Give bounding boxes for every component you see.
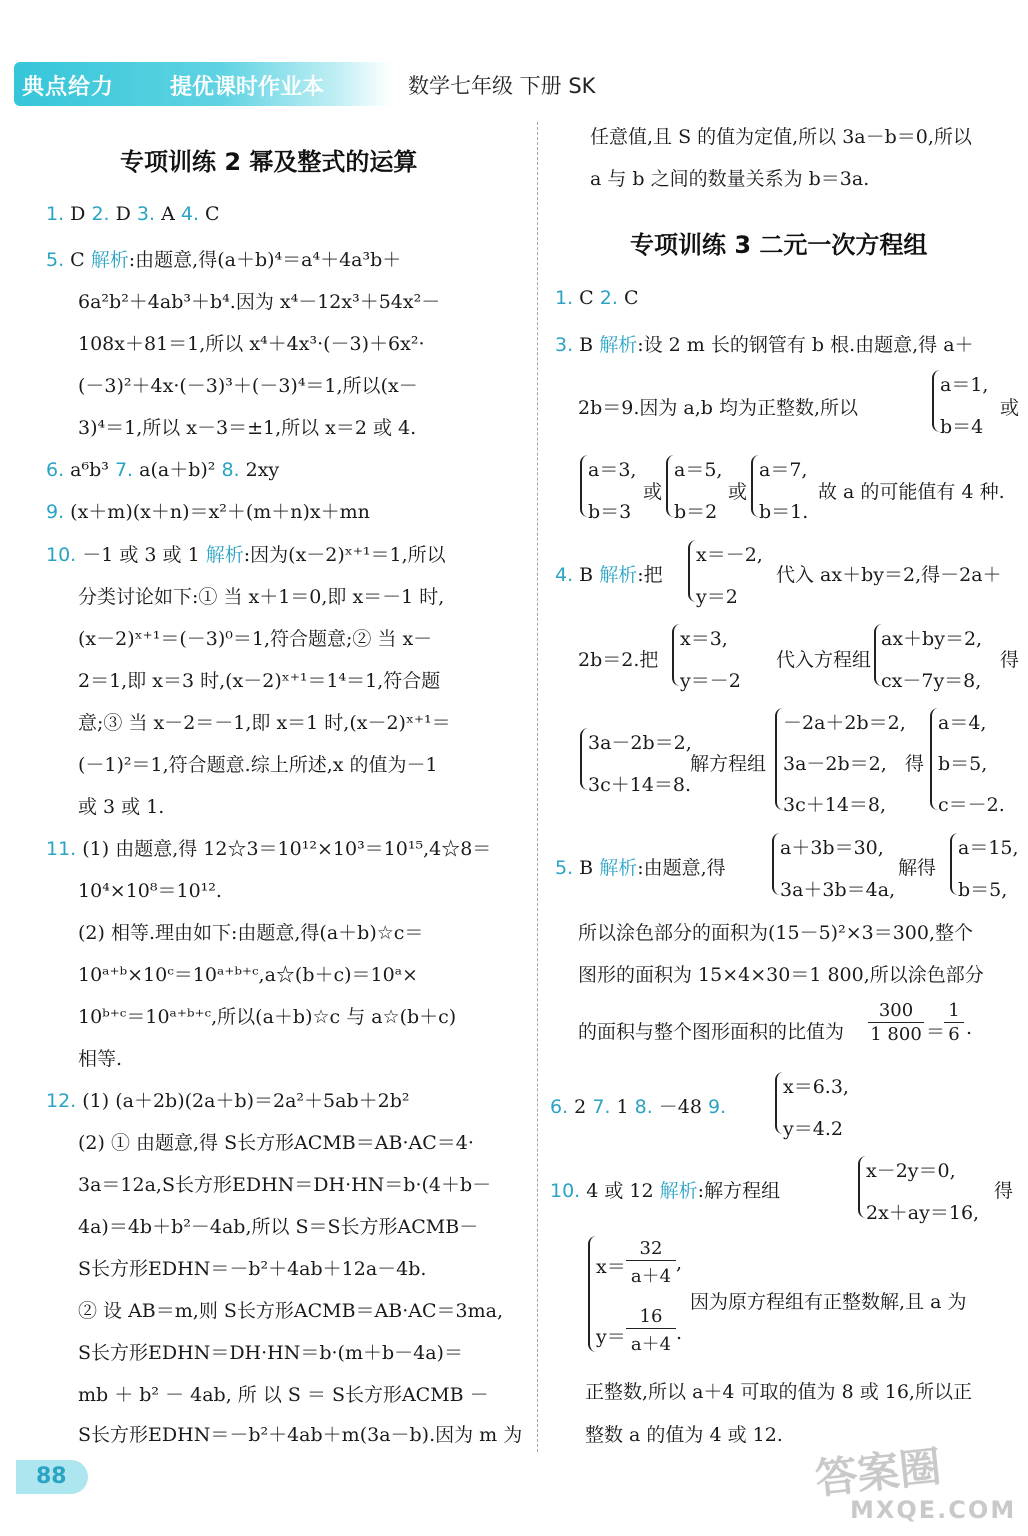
system-brace (932, 370, 940, 432)
answer-text: 或 3 或 1. (78, 796, 165, 818)
answer-text: D (64, 203, 92, 225)
answer-line (78, 960, 418, 987)
answer-line (78, 1002, 456, 1029)
system-brace (688, 540, 696, 602)
system-line: 3c＋14＝8, (783, 794, 887, 816)
answer-line: 正整数,所以 a＋4 可取的值为 8 或 16,所以正 (585, 1381, 972, 1403)
system-line: c＝－2. (938, 794, 1005, 816)
answer-text: 得 (994, 1180, 1014, 1202)
question-number: 9. (46, 501, 65, 523)
question-number: 7. (114, 459, 134, 481)
system-line: a＝5, (674, 459, 723, 481)
answer-text: D (109, 203, 137, 225)
answer-text: A (155, 203, 181, 225)
system-line: a＝15, (958, 837, 1019, 859)
answer-line: a 与 b 之间的数量关系为 b＝3a. (590, 168, 870, 190)
system-line: y＝ (596, 1326, 626, 1348)
answer-text: 3)⁴＝1,所以 x－3＝±1,所以 x＝2 或 4. (78, 417, 417, 439)
subject-label: 数学七年级 下册 SK (408, 74, 596, 98)
answer-text: －1 或 3 或 1 (76, 544, 206, 566)
answer-text: a(a＋b)² (133, 459, 222, 481)
answer-line (78, 1380, 489, 1407)
fraction: 32 a＋4 (626, 1238, 676, 1288)
answer-text: :因为(x－2)ˣ⁺¹＝1,所以 (243, 544, 446, 566)
system-brace (930, 708, 938, 810)
system-line: cx－7y＝8, (881, 670, 982, 692)
system-line: a＝3, (588, 459, 637, 481)
system-brace (666, 455, 674, 517)
answer-line: 整数 a 的值为 4 或 12. (585, 1424, 783, 1446)
system-brace (580, 728, 588, 790)
or-word: 或 (643, 481, 663, 503)
answer-line (46, 1086, 410, 1113)
answer-line: 3. B 解析:设 2 m 长的钢管有 b 根.由题意,得 a＋ (555, 334, 974, 356)
answer-text: (2) ① 由题意,得 S长方形ACMB＝AB·AC＝4· (78, 1132, 474, 1154)
watermark-url: MXQE.COM (850, 1496, 1017, 1524)
question-number: 3. (136, 203, 156, 225)
answer-line (46, 540, 446, 567)
answer-line (78, 1170, 491, 1197)
answer-line (78, 287, 440, 314)
answer-text: C (64, 249, 91, 271)
watermark-logo: 答案圈 (813, 1441, 944, 1504)
analysis-label: 解析 (90, 249, 129, 271)
system-line: 3a＋3b＝4a, (780, 879, 896, 901)
answer-line (46, 455, 279, 482)
system-line: b＝4 (940, 416, 984, 438)
system-line: x－2y＝0, (866, 1160, 956, 1182)
answer-line (78, 1338, 463, 1365)
system-line: y＝2 (696, 586, 738, 608)
answer-line (46, 497, 370, 524)
page-number: 88 (36, 1464, 67, 1489)
question-number: 2. (91, 203, 110, 225)
answer-text: 得 (1000, 649, 1020, 671)
answer-text: 相等. (78, 1048, 123, 1070)
answer-line: 5. B 解析:由题意,得 (555, 857, 726, 879)
question-number: 6. (46, 459, 65, 481)
section-title-2: 专项训练 2 幂及整式的运算 (120, 148, 418, 176)
answer-text: ② 设 AB＝m,则 S长方形ACMB＝AB·AC＝3ma, (78, 1300, 504, 1322)
or-word: 或 (728, 481, 748, 503)
comma: , (676, 1252, 683, 1274)
system-line: x＝－2, (696, 544, 763, 566)
system-line: ax＋by＝2, (881, 628, 983, 650)
system-line: 3c＋14＝8. (588, 774, 692, 796)
answer-line (78, 918, 423, 945)
answer-text: 2b＝2.把 (578, 649, 659, 671)
system-line: b＝5, (958, 879, 1008, 901)
section-title-3: 专项训练 3 二元一次方程组 (630, 231, 928, 259)
answer-text: 10⁴×10⁸＝10¹². (78, 880, 222, 902)
system-line: a＋3b＝30, (780, 837, 884, 859)
question-number: 1. (46, 203, 65, 225)
system-line: 3a－2b＝2, (588, 732, 692, 754)
answer-text: 108x＋81＝1,所以 x⁴＋4x³·(－3)＋6x²· (78, 333, 425, 355)
period: . (966, 1017, 973, 1039)
analysis-label: 解析 (205, 544, 244, 566)
answer-line (78, 708, 451, 735)
question-number: 8. (221, 459, 240, 481)
column-divider (537, 122, 538, 1452)
answer-line: 的面积与整个图形面积的比值为 (578, 1021, 845, 1043)
answer-text: 10ᵃ⁺ᵇ×10ᶜ＝10ᵃ⁺ᵇ⁺ᶜ,a☆(b＋c)＝10ᵃ× (78, 964, 418, 986)
answer-text: (1) 由题意,得 12☆3＝10¹²×10³＝10¹⁵,4☆8＝ (76, 838, 492, 860)
system-line: y＝4.2 (783, 1118, 843, 1140)
answer-text: S长方形EDHN＝－b²＋4ab＋12a－4b. (78, 1258, 427, 1280)
answer-line (78, 1296, 503, 1323)
answer-line (46, 203, 220, 225)
answer-line (46, 834, 491, 861)
answer-text: 解得 (898, 857, 937, 879)
answer-text: mb ＋ b² － 4ab, 所 以 S ＝ S长方形ACMB － (78, 1384, 489, 1406)
answer-text: 代入 ax＋by＝2,得－2a＋ (776, 564, 1002, 586)
answer-text: 代入方程组 (776, 649, 872, 671)
answer-text: 6a²b²＋4ab³＋b⁴.因为 x⁴－12x³＋54x²－ (78, 291, 441, 313)
system-line: a＝7, (759, 459, 808, 481)
answer-text: (－3)²＋4x·(－3)³＋(－3)⁴＝1,所以(x－ (78, 375, 418, 397)
series-title: 提优课时作业本 (170, 75, 325, 100)
question-number: 4. (180, 203, 199, 225)
period: . (676, 1322, 683, 1344)
answer-line (78, 1212, 478, 1239)
answer-line (78, 1254, 426, 1281)
answer-line (78, 329, 425, 356)
answer-line: 10. 4 或 12 解析:解方程组 (550, 1180, 781, 1202)
answer-line: 1. C 2. C (555, 287, 639, 309)
system-line: b＝2 (674, 501, 718, 523)
system-brace (588, 1236, 596, 1352)
system-line: x＝6.3, (783, 1076, 849, 1098)
question-number: 5. (46, 249, 65, 271)
question-number: 10. (46, 544, 77, 566)
system-line: b＝5, (938, 753, 988, 775)
answer-text: 10ᵇ⁺ᶜ＝10ᵃ⁺ᵇ⁺ᶜ,所以(a＋b)☆c 与 a☆(b＋c) (78, 1006, 457, 1028)
answer-text: 2xy (239, 459, 280, 481)
question-number: 11. (46, 838, 77, 860)
system-line: x＝ (596, 1256, 626, 1278)
system-brace (751, 455, 759, 517)
answer-line: 任意值,且 S 的值为定值,所以 3a－b＝0,所以 (590, 126, 972, 148)
answer-line (78, 666, 440, 693)
system-line: －2a＋2b＝2, (783, 712, 906, 734)
answer-line: 4. B 解析:把 (555, 564, 663, 586)
answer-line: 图形的面积为 15×4×30＝1 800,所以涂色部分 (578, 964, 984, 986)
system-line: a＝4, (938, 712, 987, 734)
answer-text: 4a)＝4b＋b²－4ab,所以 S＝S长方形ACMB－ (78, 1216, 479, 1238)
system-brace (672, 624, 680, 686)
system-line: 2x＋ay＝16, (866, 1202, 980, 1224)
answer-line: 2b＝9.因为 a,b 均为正整数,所以 (578, 397, 859, 419)
brand-title: 典点给力 (22, 75, 115, 100)
system-brace (775, 1072, 783, 1134)
answer-line: 6. 2 7. 1 8. －48 9. (550, 1096, 727, 1118)
question-number: 12. (46, 1090, 77, 1112)
answer-text: 因为原方程组有正整数解,且 a 为 (690, 1291, 967, 1313)
system-line: b＝3 (588, 501, 632, 523)
answer-text: C (199, 203, 220, 225)
system-brace (580, 455, 588, 517)
system-line: a＝1, (940, 374, 989, 396)
answer-text: (x＋m)(x＋n)＝x²＋(m＋n)x＋mn (64, 501, 370, 523)
answer-text: :由题意,得(a＋b)⁴＝a⁴＋4a³b＋ (128, 249, 402, 271)
system-line: 3a－2b＝2, (783, 753, 887, 775)
system-line: y＝－2 (680, 670, 741, 692)
answer-text: (x－2)ˣ⁺¹＝(－3)⁰＝1,符合题意;② 当 x－ (78, 628, 433, 650)
answer-line (78, 876, 222, 903)
answer-text: 分类讨论如下:① 当 x＋1＝0,即 x＝－1 时, (78, 586, 445, 608)
answer-text: a⁶b³ (64, 459, 115, 481)
answer-text: S长方形EDHN＝DH·HN＝b·(m＋b－4a)＝ (78, 1342, 463, 1364)
system-line: b＝1. (759, 501, 809, 523)
answer-text: 2＝1,即 x＝3 时,(x－2)ˣ⁺¹＝1⁴＝1,符合题 (78, 670, 441, 692)
answer-line (78, 1420, 522, 1447)
answer-line (78, 1044, 122, 1071)
system-brace (772, 833, 780, 895)
answer-line (78, 792, 164, 819)
answer-line (78, 371, 418, 398)
answer-line (78, 624, 432, 651)
answer-text: (－1)²＝1,符合题意.综上所述,x 的值为－1 (78, 754, 438, 776)
system-brace (950, 833, 958, 895)
answer-line: 所以涂色部分的面积为(15－5)²×3＝300,整个 (578, 922, 974, 944)
answer-line (78, 582, 444, 609)
answer-line (78, 750, 438, 777)
answer-text: 3a＝12a,S长方形EDHN＝DH·HN＝b·(4＋b－ (78, 1174, 492, 1196)
answer-line (46, 245, 401, 272)
fraction: 300 1 800 (868, 1000, 924, 1045)
or-word: 或 (1000, 397, 1020, 419)
answer-text: 得 (905, 753, 925, 775)
equals-sign: ＝ (926, 1021, 946, 1043)
fraction: 16 a＋4 (626, 1306, 676, 1356)
answer-text: (2) 相等.理由如下:由题意,得(a＋b)☆c＝ (78, 922, 424, 944)
system-brace (775, 708, 783, 810)
answer-text: 解方程组 (690, 753, 767, 775)
answer-text: (1) (a＋2b)(2a＋b)＝2a²＋5ab＋2b² (76, 1090, 410, 1112)
system-brace (858, 1156, 866, 1218)
answer-line (78, 413, 416, 440)
system-line: x＝3, (680, 628, 728, 650)
answer-text: 意;③ 当 x－2＝－1,即 x＝1 时,(x－2)ˣ⁺¹＝ (78, 712, 451, 734)
answer-line (78, 1128, 474, 1155)
answer-text: S长方形EDHN＝－b²＋4ab＋m(3a－b).因为 m 为 (78, 1424, 523, 1446)
answer-text: 故 a 的可能值有 4 种. (818, 481, 1005, 503)
fraction: 1 6 (944, 1000, 964, 1045)
